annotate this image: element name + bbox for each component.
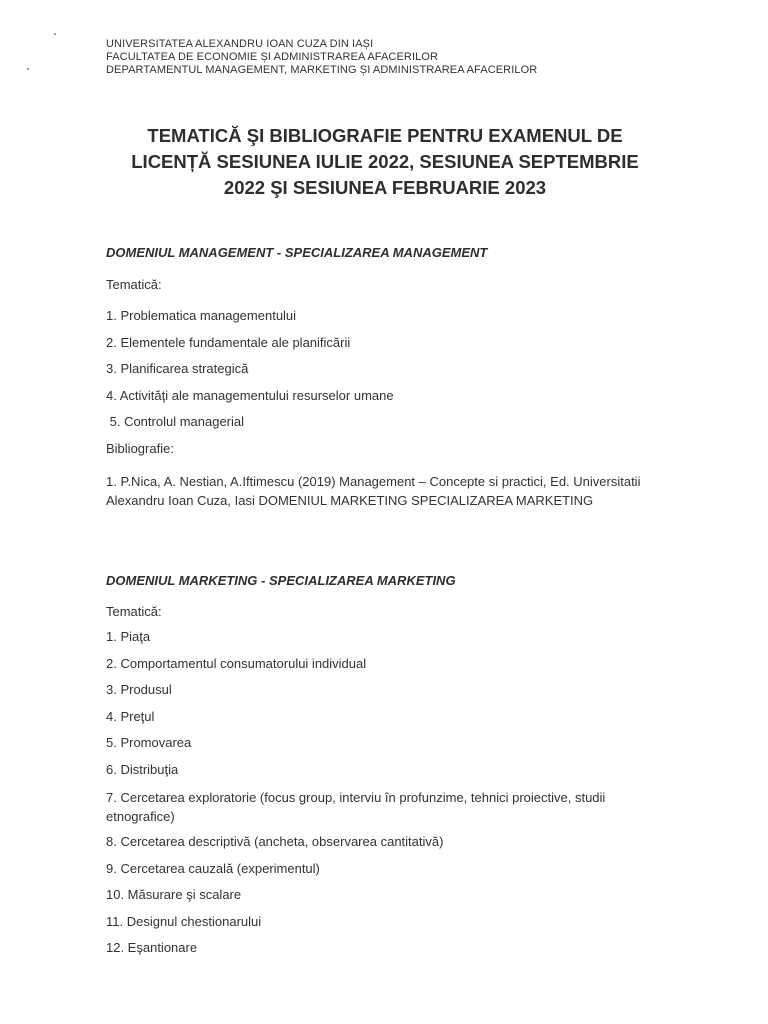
marketing-tematica-label: Tematică: — [106, 604, 162, 619]
list-item: 1. Piaţa — [106, 629, 151, 644]
list-item: 4. Activităţi ale managementului resurselor umane — [106, 387, 394, 403]
list-item: 11. Designul chestionarului — [106, 913, 262, 929]
marketing-topic-list — [106, 629, 646, 967]
scan-speck — [54, 33, 56, 35]
university-name: UNIVERSITATEA ALEXANDRU IOAN CUZA DIN IAȘI — [106, 38, 374, 50]
document-title — [60, 123, 710, 201]
department-name: DEPARTAMENTUL MANAGEMENT, MARKETING ȘI ADMINISTRAREA AFACERILOR — [106, 64, 538, 76]
list-item: 2. Comportamentul consumatorului individual — [106, 655, 367, 671]
title-line-2: LICENȚĂ SESIUNEA IULIE 2022, SESIUNEA SEPTEMBRIE — [131, 151, 639, 172]
list-item: 9. Cercetarea cauzală (experimentul) — [106, 860, 320, 876]
list-item: 12. Eşantionare — [106, 940, 198, 955]
management-bibliografie-label: Bibliografie: — [106, 441, 174, 456]
faculty-name: FACULTATEA DE ECONOMIE ȘI ADMINISTRAREA AFACERILOR — [106, 51, 439, 63]
list-item: 5. Controlul managerial — [106, 414, 245, 429]
list-item: 5. Promovarea — [106, 735, 192, 750]
list-item: 4. Preţul — [106, 708, 155, 724]
management-bibliography-entry: 1. P.Nica, A. Nestian, A.Iftimescu (2019) Management – Concepte si practici, Ed. Universitatii Alexandru Ioan Cuza, Iasi DOMENIUL MARKETING SPECIALIZAREA MARKETING — [106, 474, 641, 508]
list-item: 1. Problematica managementului — [106, 308, 297, 323]
list-item: 6. Distribuţia — [106, 761, 179, 777]
list-item: 8. Cercetarea descriptivă (ancheta, observarea cantitativă) — [106, 834, 444, 849]
title-line-1: TEMATICĂ ŞI BIBLIOGRAFIE PENTRU EXAMENUL DE — [147, 125, 623, 146]
list-item: 10. Măsurare şi scalare — [106, 887, 242, 902]
list-item: 3. Produsul — [106, 682, 172, 697]
scan-speck — [27, 68, 29, 70]
list-item: 7. Cercetarea exploratorie (focus group, interviu în profunzime, tehnici proiective, studii etnografice) — [106, 790, 606, 824]
management-topic-list — [106, 308, 394, 441]
list-item: 2. Elementele fundamentale ale planificării — [106, 334, 351, 350]
title-line-3: 2022 ŞI SESIUNEA FEBRUARIE 2023 — [223, 177, 547, 198]
list-item: 3. Planificarea strategică — [106, 361, 249, 376]
management-section-heading: DOMENIUL MANAGEMENT - SPECIALIZAREA MANAGEMENT — [106, 245, 488, 260]
institution-header — [106, 38, 537, 77]
marketing-section-heading: DOMENIUL MARKETING - SPECIALIZAREA MARKETING — [106, 573, 456, 588]
management-tematica-label: Tematică: — [106, 277, 162, 292]
